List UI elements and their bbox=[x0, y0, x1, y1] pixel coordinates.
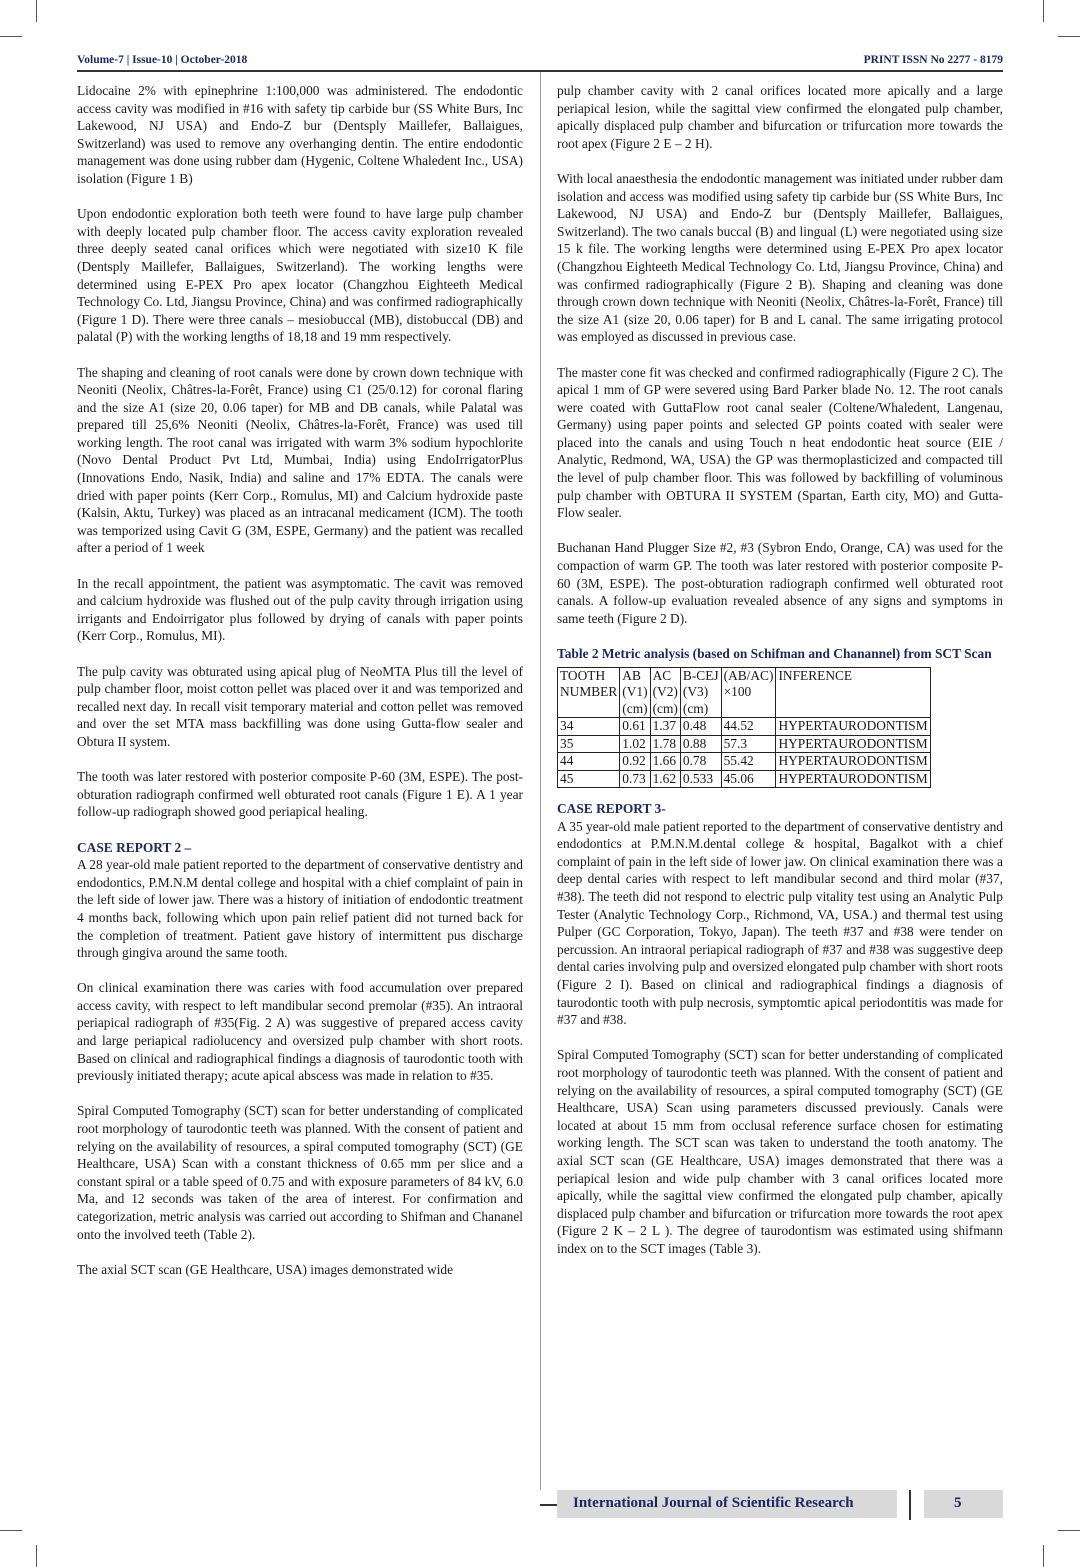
cell: 44.52 bbox=[721, 718, 776, 736]
journal-banner bbox=[557, 1490, 897, 1518]
cell: 45 bbox=[558, 770, 620, 788]
cell: 0.61 bbox=[620, 718, 650, 736]
column-divider bbox=[540, 72, 541, 1490]
cell: 34 bbox=[558, 718, 620, 736]
crop-mark bbox=[0, 1530, 22, 1531]
cell: 35 bbox=[558, 735, 620, 753]
paragraph: The tooth was later restored with posterior composite P-60 (3M, ESPE). The post-obturation radiograph confirmed well obturated root canals (Figure 1 E). A 1 year follow-up radiograph showed good periapical healing. bbox=[77, 769, 523, 820]
header-tooth: TOOTH NUMBER bbox=[558, 667, 620, 718]
cell: 0.92 bbox=[620, 753, 650, 771]
paragraph: A 35 year-old male patient reported to the department of conservative dentistry and endodontics at P.M.N.M.dental college & hospital, Bagalkot with a chief complaint of pain in the left side of lower jaw. On clinical examination there was a deep dental caries with respect to left mandibular second and third molar (#37, #38). The teeth did not respond to electric pulp vitality test using an Analytic Pulp Tester (Analytic Technology Corp., Richmond, VA, USA.) and thermal test using Pulper (GC Corporation, Tokyo, Japan). The teeth #37 and #38 were tender on percussion. An intraoral periapical radiograph of #37 and #38 was suggestive deep dental caries involving pulp and oversized elongated pulp chamber with short roots (Figure 2 I). Based on clinical and radiographical findings a diagnosis of taurodontic tooth with pulp necrosis, symptomtic apical periodontitis was made for #37 and #38. bbox=[557, 818, 1003, 1028]
paragraph: Spiral Computed Tomography (SCT) scan for better understanding of complicated root morphology of taurodontic teeth was planned. With the consent of patient and relying on the availability of resources, a spiral computed tomography (SCT) (GE Healthcare, USA) Scan with a constant thickness of 0.65 mm per slice and a constant spiral or a table speed of 0.75 and with exposure parameters of 84 kV, 6.0 Ma, and 12 seconds was taken of the area of interest. For confirmation and categorization, metric analysis was carried out according to Shifman and Chananel onto the involved teeth (Table 2). bbox=[77, 1103, 523, 1242]
footer-divider bbox=[909, 1490, 911, 1520]
cell: 0.73 bbox=[620, 770, 650, 788]
paragraph: Upon endodontic exploration both teeth were found to have large pulp chamber with deeply located pulp chamber floor. The access cavity exploration revealed three deeply seated canal orifices which were negotiated with size10 K file (Dentsply Maillefer, Ballaigues, Switzerland). The working lengths were determined using E-PEX Pro apex locator (Changzhou Eighteeth Medical Technology Co. Ltd, Jiangsu Province, China) and was confirmed radiographically (Figure 1 D). There were three canals – mesiobuccal (MB), distobuccal (DB) and palatal (P) with the working lengths of 18,18 and 19 mm respectively. bbox=[77, 206, 523, 345]
table-row bbox=[558, 753, 931, 771]
paragraph: pulp chamber cavity with 2 canal orifices located more apically and a large periapical lesion, while the sagittal view confirmed the elongated pulp chamber, apically displaced pulp chamber and bifurcation or trifurcation more towards the root apex (Figure 2 E – 2 H). bbox=[557, 83, 1003, 151]
cell: 1.78 bbox=[650, 735, 680, 753]
cell: 1.62 bbox=[650, 770, 680, 788]
header-bcej: B-CEJ (V3) (cm) bbox=[680, 667, 721, 718]
table-title: Table 2 Metric analysis (based on Schifman and Chanannel) from SCT Scan bbox=[557, 646, 992, 661]
paragraph: Lidocaine 2% with epinephrine 1:100,000 was administered. The endodontic access cavity was modified in #16 with safety tip carbide bur (SS White Burs, Inc Lakewood, NJ USA) and Endo-Z bur (Dentsply Maillefer, Ballaigues, Switzerland) was used to remove any overhanging dentin. The entire endodontic management was done using rubber dam (Hygenic, Coltene Whaledent Inc., USA) isolation (Figure 1 B) bbox=[77, 83, 523, 186]
page-number-box bbox=[924, 1490, 1003, 1518]
cell: 1.66 bbox=[650, 753, 680, 771]
header-ab: AB (V1) (cm) bbox=[620, 667, 650, 718]
footer-rule bbox=[540, 1504, 557, 1506]
cell: 0.88 bbox=[680, 735, 721, 753]
section-heading: CASE REPORT 2 – bbox=[77, 839, 192, 855]
section-heading: CASE REPORT 3- bbox=[557, 801, 666, 817]
right-column bbox=[557, 82, 1003, 1258]
crop-mark bbox=[1058, 1530, 1080, 1531]
crop-mark bbox=[0, 36, 22, 37]
cell: 57.3 bbox=[721, 735, 776, 753]
table-row bbox=[558, 718, 931, 736]
paragraph: The axial SCT scan (GE Healthcare, USA) images demonstrated wide bbox=[77, 1261, 454, 1277]
paragraph: Buchanan Hand Plugger Size #2, #3 (Sybron Endo, Orange, CA) was used for the compaction of warm GP. The tooth was later restored with posterior composite P-60 (3M, ESPE). The post-obturation radiograph confirmed well obturated root canals. A follow-up evaluation revealed absence of any signs and symptoms in same teeth (Figure 2 D). bbox=[557, 540, 1003, 626]
paragraph: Spiral Computed Tomography (SCT) scan for better understanding of complicated root morphology of taurodontic teeth was planned. With the consent of patient and relying on the availability of resources, a spiral computed tomography (SCT) (GE Healthcare, USA) Scan using parameters discussed previously. Canals were located at about 15 mm from occlusal reference surface chosen for estimating working length. The SCT scan was taken to understand the tooth anatomy. The axial SCT scan (GE Healthcare, USA) images demonstrated that there was a periapical lesion and wide pulp chamber with 3 canal orifices located more apically, while the sagittal view confirmed the elongated pulp chamber, apically displaced pulp chamber and bifurcation or trifurcation more towards the root apex (Figure 2 K – 2 L ). The degree of taurodontism was estimated using shifmann index on to the SCT images (Table 3). bbox=[557, 1047, 1003, 1256]
paragraph: With local anaesthesia the endodontic management was initiated under rubber dam isolation and access was modified using safety tip carbide bur (SS White Burs, Inc Lakewood, NJ USA) and Endo-Z bur (Dentsply Maillefer, Ballaigues, Switzerland). The two canals buccal (B) and lingual (L) were negotiated using size 15 k file. The working lengths were determined using E-PEX Pro apex locator (Changzhou Eighteeth Medical Technology Co. Ltd, Jiangsu Province, China) and was confirmed radiographically (Figure 2 B). Shaping and cleaning was done through crown down technique with Neoniti (Neolix, Châtres-la-Forêt, France) till the size A1 (size 20, 0.06 taper) for B and L canal. The same irrigating protocol was employed as discussed in previous case. bbox=[557, 170, 1003, 345]
header-inference: INFERENCE bbox=[776, 667, 930, 718]
cell: 45.06 bbox=[721, 770, 776, 788]
page-footer bbox=[557, 1490, 1003, 1520]
cell: 1.37 bbox=[650, 718, 680, 736]
page-number: 5 bbox=[954, 1495, 962, 1511]
paragraph: The pulp cavity was obturated using apical plug of NeoMTA Plus till the level of pulp chamber floor, moist cotton pellet was placed over it and was temporized and recalled next day. In recall visit temporary material and cotton pellet was removed and over the set MTA mass backfilling was done using Gutta-flow sealer and Obtura II system. bbox=[77, 663, 523, 749]
paragraph: The master cone fit was checked and confirmed radiographically (Figure 2 C). The apical 1 mm of GP were severed using Bard Parker blade No. 12. The root canals were coated with GuttaFlow root canal sealer (Coltene/Whaledent, Langenau, Germany) using paper points and selected GP points coated with sealer were placed into the canals and using Touch n heat endodontic heat source (EIE / Analytic, Redmond, WA, USA) the GP was thermoplasticized and compacted till the level of pulp chamber floor. This was followed by backfilling of voluminous pulp chamber with OBTURA II SYSTEM (Spartan, Earth city, MO) and Gutta-Flow sealer. bbox=[557, 364, 1003, 521]
cell: HYPERTAURODONTISM bbox=[776, 718, 930, 736]
paragraph: On clinical examination there was caries with food accumulation over prepared access cavity, with respect to left mandibular second premolar (#35). An intraoral periapical radiograph of #35(Fig. 2 A) was suggestive of prepared access cavity and large periapical radiolucency and oversized pulp chamber with short roots. Based on clinical and radiographical findings a diagnosis of taurodontic tooth with previously initiated therapy; acute apical abscess was made in relation to #35. bbox=[77, 980, 523, 1084]
crop-mark bbox=[1043, 0, 1044, 22]
issn-info: PRINT ISSN No 2277 - 8179 bbox=[863, 54, 1003, 66]
table-row bbox=[558, 735, 931, 753]
page-header bbox=[77, 54, 1003, 70]
cell: 55.42 bbox=[721, 753, 776, 771]
cell: 0.48 bbox=[680, 718, 721, 736]
crop-mark bbox=[36, 0, 37, 22]
left-column bbox=[77, 82, 523, 1278]
cell: 0.533 bbox=[680, 770, 721, 788]
metric-table bbox=[557, 667, 931, 789]
crop-mark bbox=[1058, 36, 1080, 37]
crop-mark bbox=[1043, 1545, 1044, 1567]
table-header-row bbox=[558, 667, 931, 718]
cell: HYPERTAURODONTISM bbox=[776, 735, 930, 753]
crop-mark bbox=[36, 1545, 37, 1567]
cell: 44 bbox=[558, 753, 620, 771]
header-ratio: (AB/AC) ×100 bbox=[721, 667, 776, 718]
header-ac: AC (V2) (cm) bbox=[650, 667, 680, 718]
issue-info: Volume-7 | Issue-10 | October-2018 bbox=[77, 54, 248, 66]
table-row bbox=[558, 770, 931, 788]
journal-name: International Journal of Scientific Research bbox=[573, 1495, 854, 1511]
paragraph: In the recall appointment, the patient was asymptomatic. The cavit was removed and calcium hydroxide was flushed out of the pulp cavity through irrigation using irrigants and Endoirrigator plus followed by drying of canals with paper points (Kerr Corp., Romulus, MI). bbox=[77, 575, 523, 644]
cell: HYPERTAURODONTISM bbox=[776, 770, 930, 788]
paragraph: The shaping and cleaning of root canals were done by crown down technique with Neoniti (Neolix, Châtres-la-Forêt, France) using C1 (25/0.12) for coronal flaring and the size A1 (size 20, 0.06 taper) for MB and DB canals, while Palatal was prepared till 25,6% Neoniti (Neolix, Châtres-la-Forêt, France) was used till working length. The root canal was irrigated with warm 3% sodium hypochlorite (Novo Dental Product Pvt Ltd, Mumbai, India) using EndoIrrigatorPlus (Innovations Endo, Nasik, India) and saline and 17% EDTA. The canals were dried with paper points (Kerr Corp., Romulus, MI) and Calcium hydroxide paste (Kalsin, Aktu, Turkey) was placed as an intracanal medicament (ICM). The tooth was temporized using Cavit G (3M, ESPE, Germany) and the patient was recalled after a period of 1 week bbox=[77, 364, 523, 556]
cell: 0.78 bbox=[680, 753, 721, 771]
cell: HYPERTAURODONTISM bbox=[776, 753, 930, 771]
paragraph: A 28 year-old male patient reported to the department of conservative dentistry and endodontics, P.M.N.M dental college and hospital with a chief complaint of pain in the left side of lower jaw. There was a history of initiation of endodontic treatment 4 months back, following which upon pain relief patient did not turned back for the completion of treatment. Patient gave history of intermittent pus discharge through gingiva around the same tooth. bbox=[77, 857, 523, 961]
cell: 1.02 bbox=[620, 735, 650, 753]
